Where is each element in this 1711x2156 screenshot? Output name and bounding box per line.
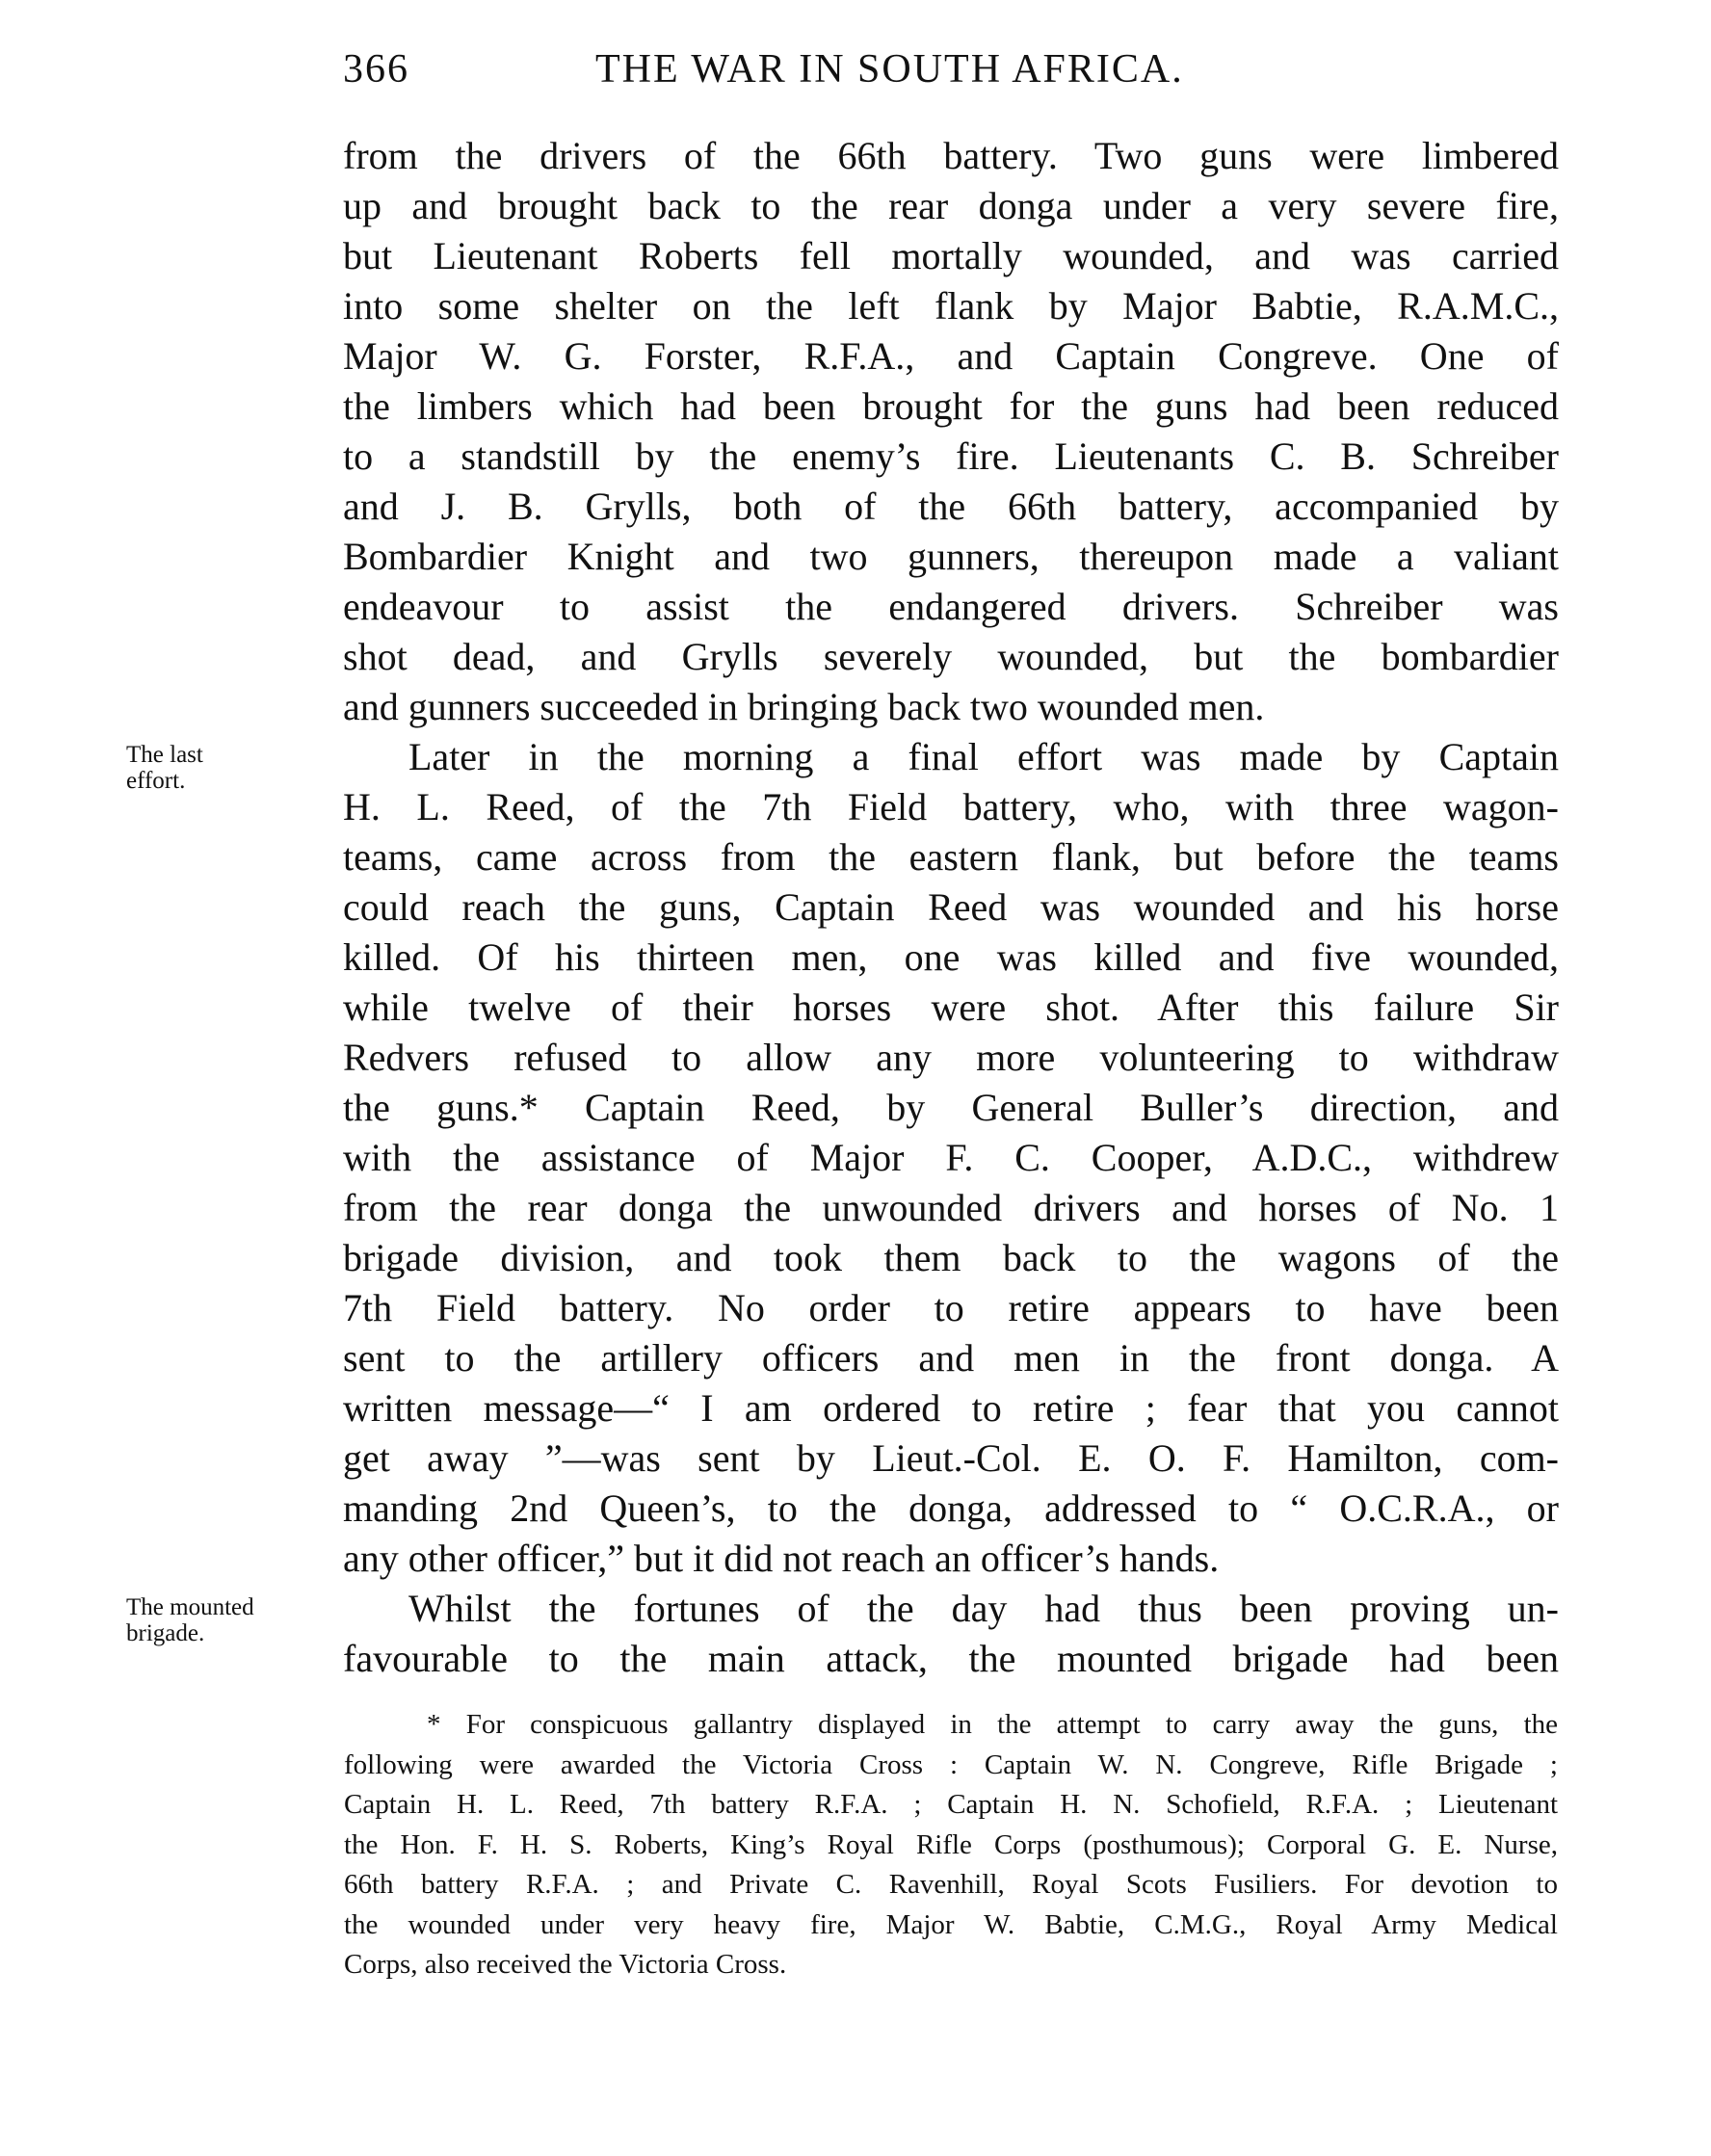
text-line: Bombardier Knight and two gunners, thereupon made a valiant — [343, 535, 1559, 578]
text-line: from the drivers of the 66th battery. Two guns were limbered — [343, 134, 1559, 177]
text-line: teams, came across from the eastern flank, but before the teams — [343, 835, 1559, 879]
text-line: written message—“ I am ordered to retire ; fear that you cannot — [343, 1386, 1559, 1430]
text-line: H. L. Reed, of the 7th Field battery, who, with three wagon- — [343, 785, 1559, 828]
text-line: could reach the guns, Captain Reed was wounded and his horse — [343, 885, 1559, 929]
text-line: Major W. G. Forster, R.F.A., and Captain Congreve. One of — [343, 334, 1559, 378]
side-note-line: The last — [126, 742, 203, 768]
text-line: up and brought back to the rear donga under a very severe fire, — [343, 184, 1559, 227]
text-line: Redvers refused to allow any more volunteering to withdraw — [343, 1036, 1559, 1079]
footnote-line: the Hon. F. H. S. Roberts, King’s Royal Rifle Corps (posthumous); Corporal G. E. Nurse, — [344, 1828, 1558, 1860]
footnote-line: the wounded under very heavy fire, Major W. Babtie, C.M.G., Royal Army Medical — [344, 1908, 1558, 1940]
footnote-line: Captain H. L. Reed, 7th battery R.F.A. ; Captain H. N. Schofield, R.F.A. ; Lieutenant — [344, 1789, 1558, 1820]
side-note-line: brigade. — [126, 1620, 205, 1646]
text-line: the limbers which had been brought for the guns had been reduced — [343, 384, 1559, 428]
footnote — [344, 1705, 1558, 1985]
side-note-line: effort. — [126, 768, 186, 794]
text-line: sent to the artillery officers and men in the front donga. A — [343, 1336, 1559, 1380]
text-line: killed. Of his thirteen men, one was killed and five wounded, — [343, 935, 1559, 979]
side-note-line: The mounted — [126, 1594, 254, 1620]
text-line: with the assistance of Major F. C. Cooper, A.D.C., withdrew — [343, 1136, 1559, 1179]
text-line: any other officer,” but it did not reach an officer’s hands. — [343, 1537, 1220, 1580]
text-line: 7th Field battery. No order to retire appears to have been — [343, 1286, 1559, 1329]
body-text — [343, 131, 1559, 1684]
text-line: and gunners succeeded in bringing back two wounded men. — [343, 685, 1265, 728]
text-line: Later in the morning a final effort was made by Captain — [408, 735, 1559, 778]
text-line: get away ”—was sent by Lieut.-Col. E. O. F. Hamilton, com- — [343, 1436, 1559, 1480]
text-line: favourable to the main attack, the mounted brigade had been — [343, 1637, 1559, 1680]
text-line: shot dead, and Grylls severely wounded, but the bombardier — [343, 635, 1559, 678]
text-line: from the rear donga the unwounded drivers and horses of No. 1 — [343, 1186, 1559, 1229]
text-line: into some shelter on the left flank by Major Babtie, R.A.M.C., — [343, 284, 1559, 328]
text-line: but Lieutenant Roberts fell mortally wounded, and was carried — [343, 234, 1559, 277]
footnote-line: Corps, also received the Victoria Cross. — [344, 1949, 787, 1980]
footnote-line: 66th battery R.F.A. ; and Private C. Ravenhill, Royal Scots Fusiliers. For devotion to — [344, 1869, 1558, 1900]
footnote-line: following were awarded the Victoria Cross : Captain W. N. Congreve, Rifle Brigade ; — [344, 1748, 1558, 1780]
text-line: to a standstill by the enemy’s fire. Lieutenants C. B. Schreiber — [343, 434, 1559, 478]
text-line: manding 2nd Queen’s, to the donga, addressed to “ O.C.R.A., or — [343, 1486, 1559, 1530]
text-line: the guns.* Captain Reed, by General Buller’s direction, and — [343, 1086, 1559, 1129]
side-note-mounted-brigade — [126, 1594, 254, 1646]
text-line: while twelve of their horses were shot. After this failure Sir — [343, 986, 1559, 1029]
side-note-last-effort — [126, 742, 203, 794]
page-number: 366 — [343, 47, 409, 92]
text-line: brigade division, and took them back to the wagons of the — [343, 1236, 1559, 1279]
text-line: and J. B. Grylls, both of the 66th battery, accompanied by — [343, 485, 1559, 528]
text-line: Whilst the fortunes of the day had thus been proving un- — [408, 1587, 1559, 1630]
text-line: endeavour to assist the endangered drivers. Schreiber was — [343, 585, 1559, 628]
footnote-line: * For conspicuous gallantry displayed in the attempt to carry away the guns, the — [427, 1709, 1558, 1740]
running-title: THE WAR IN SOUTH AFRICA. — [595, 47, 1184, 92]
